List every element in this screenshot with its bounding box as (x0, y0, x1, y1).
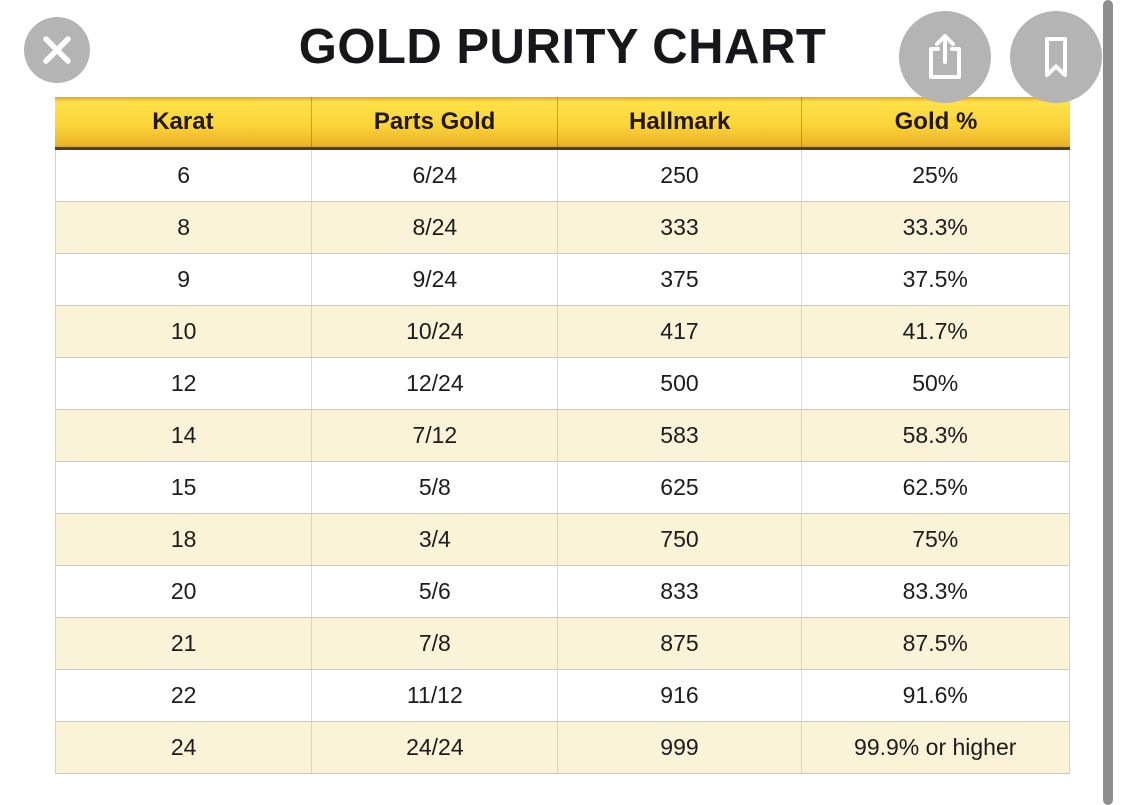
table-row (56, 670, 1069, 722)
table-cell: 62.5% (801, 462, 1069, 513)
table-cell: 21 (170, 630, 197, 656)
close-button[interactable] (24, 17, 90, 83)
table-cell: 33.3% (801, 202, 1069, 253)
table-cell: 50% (801, 358, 1069, 409)
table-cell: 333 (557, 202, 800, 253)
table-header-row (55, 97, 1070, 150)
table-cell: 5/6 (311, 566, 557, 617)
table-cell: 916 (557, 670, 800, 721)
table-cell: 25% (801, 150, 1069, 201)
table-cell: 999 (557, 722, 800, 773)
table-cell: 20 (170, 578, 197, 604)
table-cell: 24 (170, 734, 197, 760)
table-cell: 9/24 (311, 254, 557, 305)
share-icon (921, 32, 969, 82)
table-cell: 58.3% (801, 410, 1069, 461)
table-cell: 417 (557, 306, 800, 357)
table-row (56, 410, 1069, 462)
table-row (56, 566, 1069, 618)
table-row (56, 254, 1069, 306)
page-title: GOLD PURITY CHART (298, 20, 827, 74)
table-cell: 41.7% (801, 306, 1069, 357)
bookmark-button[interactable] (1010, 11, 1102, 103)
table-cell: 750 (557, 514, 800, 565)
table-cell: 6/24 (311, 150, 557, 201)
header-hallmark: Hallmark (557, 97, 801, 147)
table-cell: 7/12 (311, 410, 557, 461)
table-cell: 10 (170, 318, 197, 344)
header-gold-pct: Gold % (801, 97, 1070, 147)
table-cell: 12 (170, 370, 197, 396)
table-cell: 875 (557, 618, 800, 669)
table-cell: 9 (177, 266, 191, 292)
table-cell: 11/12 (311, 670, 557, 721)
table-cell: 833 (557, 566, 800, 617)
scrollbar[interactable] (1103, 0, 1113, 805)
table-cell: 250 (557, 150, 800, 201)
table-cell: 75% (801, 514, 1069, 565)
table-body (55, 150, 1070, 774)
table-cell: 10/24 (311, 306, 557, 357)
table-cell: 18 (170, 526, 197, 552)
table-cell: 6 (177, 162, 191, 188)
table-cell: 83.3% (801, 566, 1069, 617)
table-row (56, 150, 1069, 202)
table-row (56, 722, 1069, 774)
share-button[interactable] (899, 11, 991, 103)
table-cell: 87.5% (801, 618, 1069, 669)
table-cell: 8 (177, 214, 191, 240)
table-cell: 500 (557, 358, 800, 409)
table-row (56, 514, 1069, 566)
table-cell: 15 (170, 474, 197, 500)
table-cell: 625 (557, 462, 800, 513)
table-cell: 99.9% or higher (801, 722, 1069, 773)
table-row (56, 202, 1069, 254)
close-icon (40, 33, 74, 67)
table-row (56, 618, 1069, 670)
table-cell: 5/8 (311, 462, 557, 513)
header-karat: Karat (152, 108, 214, 135)
table-cell: 14 (170, 422, 197, 448)
table-cell: 12/24 (311, 358, 557, 409)
gold-purity-table (55, 97, 1070, 774)
table-cell: 24/24 (311, 722, 557, 773)
table-cell: 37.5% (801, 254, 1069, 305)
table-cell: 3/4 (311, 514, 557, 565)
table-row (56, 306, 1069, 358)
table-cell: 22 (170, 682, 197, 708)
table-cell: 7/8 (311, 618, 557, 669)
table-cell: 91.6% (801, 670, 1069, 721)
bookmark-icon (1034, 33, 1078, 81)
table-cell: 8/24 (311, 202, 557, 253)
table-row (56, 462, 1069, 514)
table-row (56, 358, 1069, 410)
table-cell: 375 (557, 254, 800, 305)
header-parts-gold: Parts Gold (311, 97, 558, 147)
table-cell: 583 (557, 410, 800, 461)
